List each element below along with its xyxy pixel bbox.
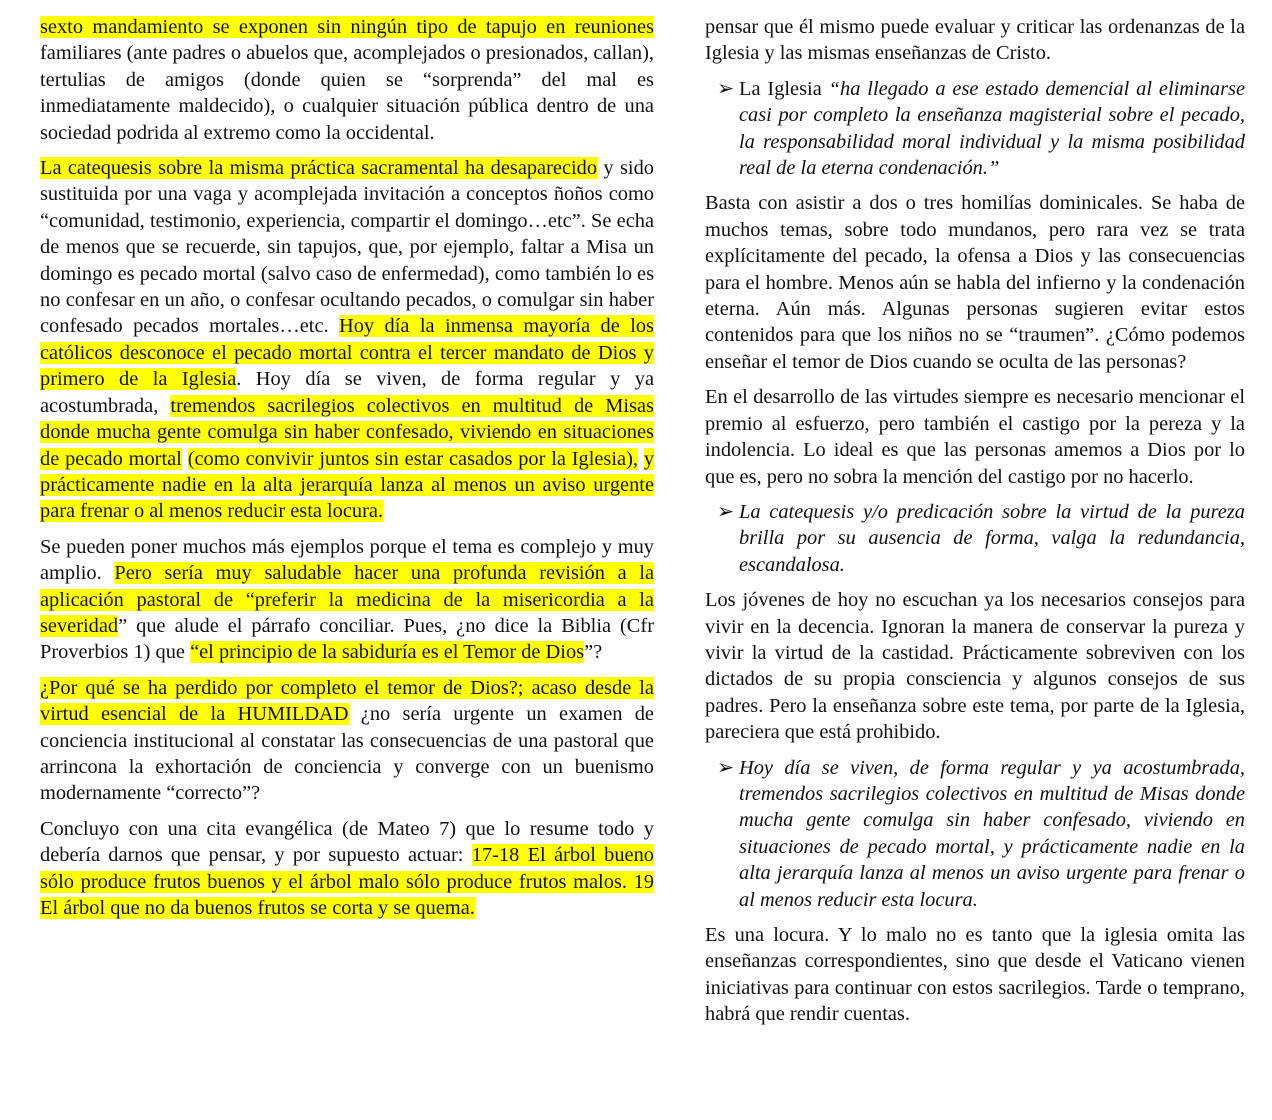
text-run: familiares (ante padres o abuelos que, acomplejados o presionados, callan), tertulias de amigos (donde quien se “sorprenda” del mal es inmediatamente maldecido), o cualquier situación pública dentro de una sociedad podrida al extremo como la occidental. xyxy=(40,42,654,144)
arrow-bullet-icon: ➢ xyxy=(717,756,735,779)
highlight: Pero sería muy saludable hacer una profunda revisión a la aplicación pastoral de “preferir la medicina de la misericordia a la severidad xyxy=(40,562,654,637)
paragraph-catequesis xyxy=(40,155,654,525)
highlight: ¿Por qué se ha perdido por completo el temor de Dios?; acaso desde la virtud esencial de la HUMILDAD xyxy=(40,676,654,726)
arrow-bullet-icon: ➢ xyxy=(717,500,735,523)
bullet-pureza xyxy=(705,499,1245,578)
text-run: Concluyo con una cita evangélica (de Mateo 7) que lo resume todo y debería darnos que pensar, y por supuesto actuar: xyxy=(40,817,654,867)
paragraph-jovenes: Los jóvenes de hoy no escuchan ya los necesarios consejos para vivir en la decencia. Ignoran la manera de conservar la pureza y vivir la virtud de la castidad. Prácticamente sobreviven con los dictados de su propia consciencia y algunos consejos de sus padres. Pero la enseñanza sobre este tema, por parte de la Iglesia, pareciera que está prohibido. xyxy=(705,589,1245,744)
text-run: ” que alude el párrafo conciliar. Pues, ¿no dice la Biblia (Cfr Proverbios 1) que xyxy=(40,614,654,664)
paragraph-virtudes: En el desarrollo de las virtudes siempre es necesario mencionar el premio al esfuerzo, pero también el castigo por la pereza y la indolencia. Lo ideal es que las personas amemos a Dios por lo que es, pero no sobra la mención del castigo por no hacerlo. xyxy=(705,386,1245,488)
text-run: ¿no sería urgente un examen de conciencia institucional al constatar las consecuencias de una pastoral que arrincona la exhortación de conciencia y converge con un buenismo modernamente “correcto”? xyxy=(40,703,654,805)
paragraph-sexto-mandamiento xyxy=(40,14,654,146)
paragraph-temor-de-dios xyxy=(40,675,654,807)
arrow-bullet-icon: ➢ xyxy=(717,77,735,100)
highlight: Hoy día la inmensa mayoría de los católicos desconoce el pecado mortal contra el tercer mandato de Dios y primero de la Iglesia xyxy=(40,315,654,391)
right-column xyxy=(705,14,1245,1037)
left-column xyxy=(40,14,654,930)
bullet-sacrilegios xyxy=(705,755,1245,913)
highlight: y prácticamente nadie en la alta jerarquía lanza al menos un aviso urgente para frenar o al menos reducir esta locura. xyxy=(40,447,655,523)
text-run: La Iglesia xyxy=(739,77,829,100)
paragraph-locura: Es una locura. Y lo malo no es tanto que la iglesia omita las enseñanzas correspondientes, sino que desde el Vaticano vienen iniciativas para continuar con estos sacrilegios. Tarde o temprano, habrá que rendir cuentas. xyxy=(705,924,1245,1026)
paragraph-ejemplos xyxy=(40,534,654,666)
paragraph-ordenanzas: pensar que él mismo puede evaluar y criticar las ordenanzas de la Iglesia y las mismas enseñanzas de Cristo. xyxy=(705,16,1245,65)
quote-text: La catequesis y/o predicación sobre la virtud de la pureza brilla por su ausencia de forma, valga la redundancia, escandalosa. xyxy=(739,500,1245,576)
text-run: y sido sustituida por una vaga y acomplejada invitación a conceptos ñoños como “comunidad, testimonio, experiencia, compartir el domingo…etc”. Se echa de menos que se recuerde, sin tapujos, que, por ejemplo, faltar a Misa un domingo es pecado mortal (salvo caso de enfermedad), como también lo es no confesar en un año, o confesar ocultando pecados, o comulgar sin haber confesado pecados mortales…etc. xyxy=(40,157,654,338)
bullet-iglesia-quote xyxy=(705,76,1245,182)
quote-text: “ha llegado a ese estado demencial al eliminarse casi por completo la enseñanza magisterial sobre el pecado, la responsabilidad moral individual y la misma posibilidad real de la eterna condenación.” xyxy=(739,77,1246,180)
highlight: sexto mandamiento se exponen sin ningún tipo de tapujo en reuniones xyxy=(40,16,654,38)
highlight: 17-18 El árbol bueno sólo produce frutos buenos y el árbol malo sólo produce frutos malos. 19 El árbol que no da buenos frutos se corta y se quema. xyxy=(40,844,654,919)
highlight: (como convivir juntos sin estar casados por la Iglesia), xyxy=(187,447,638,470)
paragraph-mateo xyxy=(40,816,654,922)
text-run xyxy=(182,448,188,470)
quote-text: Hoy día se viven, de forma regular y ya acostumbrada, tremendos sacrilegios colectivos en multitud de Misas donde mucha gente comulga sin haber confesado, viviendo en situaciones de pecado mortal, y prácticamente nadie en la alta jerarquía lanza al menos un aviso urgente para frenar o al menos reducir esta locura. xyxy=(739,756,1245,911)
highlight: tremendos sacrilegios colectivos en multitud de Misas donde mucha gente comulga sin haber confesado, viviendo en situaciones de pecado mortal xyxy=(40,394,654,470)
text-run: ”? xyxy=(584,641,603,664)
highlight: “el principio de la sabiduría es el Temor de Dios xyxy=(190,641,585,664)
highlight: La catequesis sobre la misma práctica sacramental ha desaparecido xyxy=(40,157,598,180)
text-run: Se pueden poner muchos más ejemplos porque el tema es complejo y muy amplio. xyxy=(40,535,654,585)
text-run: . Hoy día se viven, de forma regular y ya acostumbrada, xyxy=(40,368,655,417)
paragraph-homilias: Basta con asistir a dos o tres homilías dominicales. Se haba de muchos temas, sobre todo mundanos, pero rara vez se trata explícitamente del pecado, la ofensa a Dios y las consecuencias para el hombre. Menos aún se habla del infierno y la condenación eterna. Aún más. Algunas personas sugieren evitar estos contenidos para que los niños no se “traumen”. ¿Cómo podemos enseñar el temor de Dios cuando se oculta de las personas? xyxy=(705,192,1245,373)
text-run xyxy=(638,448,644,470)
